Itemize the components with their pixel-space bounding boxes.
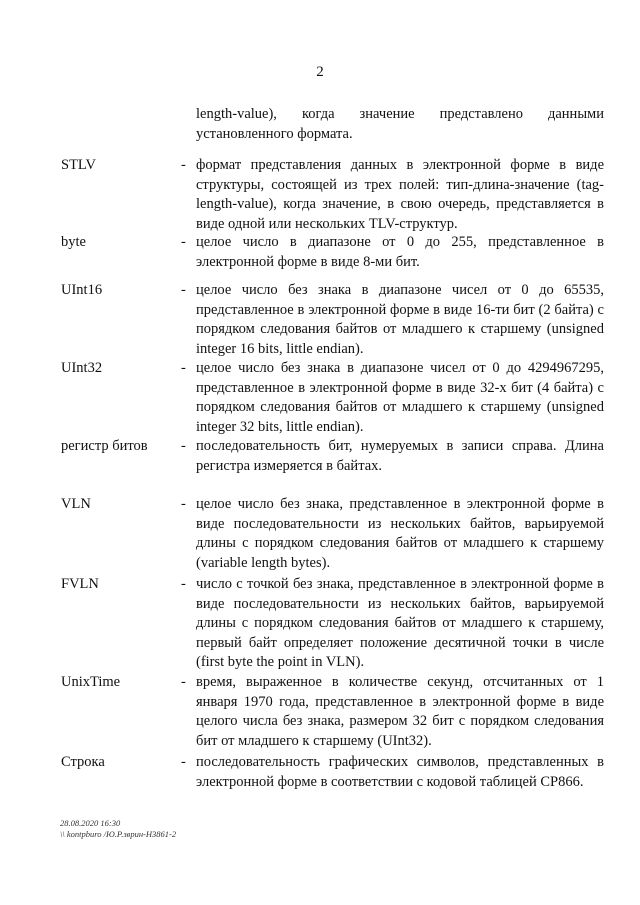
definition-text: последовательность бит, нумеруемых в записи справа. Длина регистра измеряется в байтах.: [196, 438, 604, 474]
definition-dash: -: [181, 576, 186, 592]
definition-term: VLN: [61, 496, 91, 512]
definition-dash: -: [181, 438, 186, 454]
definition-text: формат представления данных в электронной форме в виде структуры, состоящей из трех полей: тип-длина-значение (tag-length-value), когда значение, в свою очередь, представляется в виде одной или нескольких TLV-структур.: [196, 157, 604, 232]
definition-text: целое число в диапазоне от 0 до 255, представленное в электронной форме в виде 8-ми бит.: [196, 234, 604, 270]
definition-term: UnixTime: [61, 674, 121, 690]
page-number: 2: [316, 64, 324, 80]
definition-text: целое число без знака, представленное в электронной форме в виде последовательности из нескольких байтов, варьируемой длины с порядком следования байтов от младшего к старшему (variable length bytes).: [196, 496, 604, 571]
definition-dash: -: [181, 754, 186, 770]
definition-text: последовательность графических символов, представленных в электронной форме в соответствии с кодовой таблицей CP866.: [196, 754, 604, 790]
definition-term: STLV: [61, 157, 96, 173]
intro-continuation-text: length-value), когда значение представлено данными установленного формата.: [196, 106, 604, 142]
definition-text: время, выраженное в количестве секунд, отсчитанных от 1 января 1970 года, представленное в электронной форме в виде целого числа без знака, размером 32 бит с порядком следования бит от младшего к старшему (UInt32).: [196, 674, 604, 749]
definition-dash: -: [181, 234, 186, 250]
definition-term: byte: [61, 234, 86, 250]
definition-dash: -: [181, 674, 186, 690]
definition-text: целое число без знака в диапазоне чисел от 0 до 65535, представленное в электронной форме в виде 16-ти бит (2 байта) с порядком следования байтов от младшего к старшему (unsigned integer 16 bits, little endian).: [196, 282, 604, 357]
definition-text: целое число без знака в диапазоне чисел от 0 до 4294967295, представленное в электронной форме в виде 32-х бит (4 байта) с порядком следования байтов от младшего к старшему (unsigned integer 32 bits, little endian).: [196, 360, 604, 435]
footer-file-reference: \\ kontpburo /Ю.Р.зврин-Н3861-2: [60, 829, 177, 839]
definition-term: регистр битов: [61, 438, 148, 454]
definition-dash: -: [181, 157, 186, 173]
definition-dash: -: [181, 496, 186, 512]
definition-dash: -: [181, 360, 186, 376]
definition-term: UInt32: [61, 360, 103, 376]
footer-timestamp: 28.08.2020 16:30: [60, 818, 121, 828]
definition-term: Строка: [61, 754, 105, 770]
definition-text: число с точкой без знака, представленное в электронной форме в виде последовательности из нескольких байтов, варьируемой длины с порядком следования байтов от младшего к старшему, первый байт определяет положение десятичной точки в числе (first byte the point in VLN).: [196, 576, 604, 670]
document-footer-stamp: [60, 818, 176, 840]
definition-dash: -: [181, 282, 186, 298]
definition-term: FVLN: [61, 576, 99, 592]
definition-term: UInt16: [61, 282, 103, 298]
